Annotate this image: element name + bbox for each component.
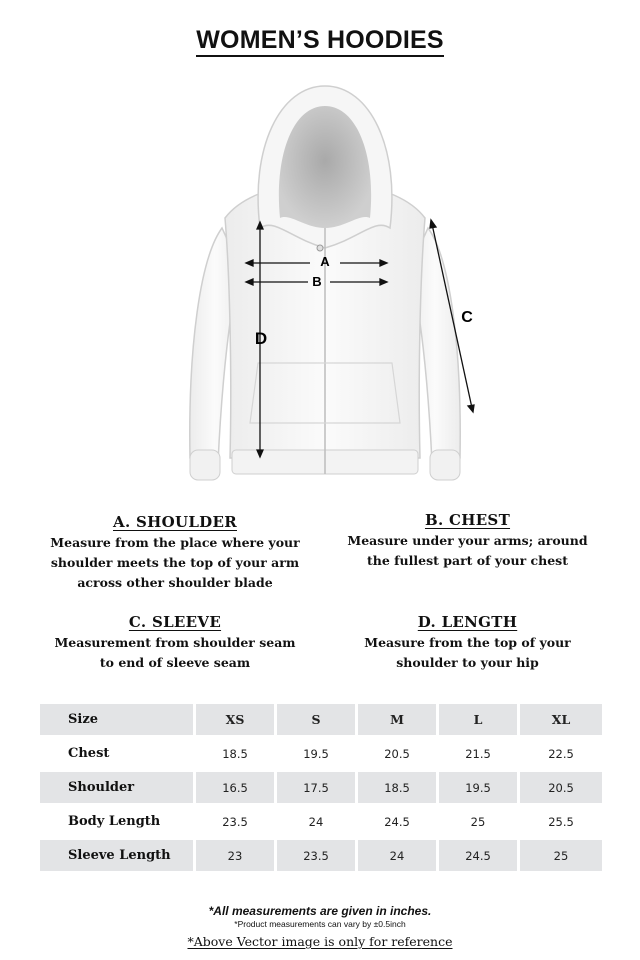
label-d: D <box>254 329 268 348</box>
label-b: B <box>312 274 322 289</box>
table-header-cell: Size <box>40 704 193 735</box>
table-cell: 23.5 <box>277 840 355 871</box>
table-cell: 19.5 <box>303 746 329 761</box>
table-cell: 25.5 <box>548 814 574 829</box>
variance-note: *Product measurements can vary by ±0.5inch <box>234 919 406 929</box>
table-header-cell: L <box>439 704 517 735</box>
table-header-cell: XS <box>196 704 274 735</box>
size-table <box>40 704 602 874</box>
chest-heading: B. CHEST <box>424 511 511 529</box>
table-cell: 24 <box>358 840 436 871</box>
table-cell: 24.5 <box>439 840 517 871</box>
label-a: A <box>320 254 330 269</box>
table-cell: 19.5 <box>439 772 517 803</box>
label-c: C <box>461 309 473 326</box>
hoodie-illustration <box>170 78 480 498</box>
table-cell: Chest <box>68 746 110 761</box>
table-cell: 25 <box>470 814 486 829</box>
sleeve-heading: C. SLEEVE <box>128 613 222 631</box>
table-cell: 24.5 <box>384 814 410 829</box>
table-header-cell: M <box>358 704 436 735</box>
sleeve-description: C. SLEEVE Measurement from shoulder seam to end of sleeve seam <box>40 612 310 673</box>
table-row <box>40 738 602 769</box>
table-cell: 22.5 <box>548 746 574 761</box>
table-cell: 25 <box>520 840 602 871</box>
table-cell: 20.5 <box>520 772 602 803</box>
table-header-cell: XL <box>520 704 602 735</box>
length-description: D. LENGTH Measure from the top of your shoulder to your hip <box>330 612 605 673</box>
table-row <box>40 772 602 803</box>
table-cell: Body Length <box>68 814 161 829</box>
table-header-row <box>40 704 602 735</box>
table-cell: 24 <box>308 814 324 829</box>
table-cell: 20.5 <box>384 746 410 761</box>
page-title: WOMEN’S HOODIES <box>0 26 640 55</box>
chest-description: B. CHEST Measure under your arms; around the fullest part of your chest <box>330 510 605 571</box>
table-cell: 17.5 <box>277 772 355 803</box>
table-cell: 18.5 <box>358 772 436 803</box>
table-cell: 23 <box>196 840 274 871</box>
length-heading: D. LENGTH <box>417 613 518 631</box>
table-cell: 23.5 <box>222 814 248 829</box>
table-cell: 21.5 <box>465 746 491 761</box>
table-row <box>40 806 602 837</box>
shoulder-heading: A. SHOULDER <box>113 513 237 531</box>
table-cell: Shoulder <box>40 772 193 803</box>
reference-note: *Above Vector image is only for reference <box>187 934 453 949</box>
table-cell: Sleeve Length <box>40 840 193 871</box>
measurement-note: *All measurements are given in inches. <box>208 904 432 918</box>
table-header-cell: S <box>277 704 355 735</box>
table-cell: 16.5 <box>196 772 274 803</box>
table-cell: 18.5 <box>222 746 248 761</box>
shoulder-description: A. SHOULDER Measure from the place where your shoulder meets the top of your arm across other shoulder blade <box>40 512 310 593</box>
table-row <box>40 840 602 871</box>
